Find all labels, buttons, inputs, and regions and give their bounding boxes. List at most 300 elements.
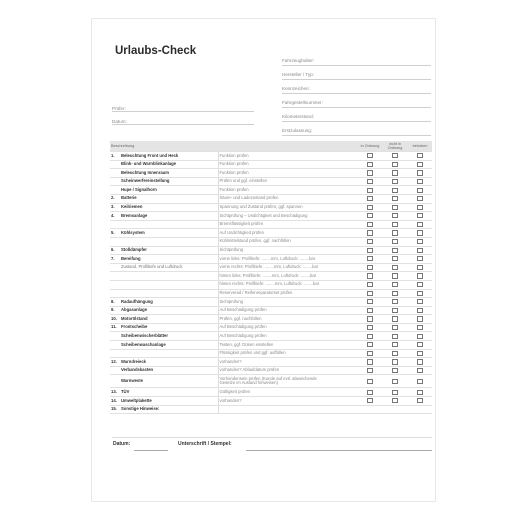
checkbox-ok[interactable] xyxy=(367,325,372,330)
checkbox-ok[interactable] xyxy=(367,299,372,304)
table-row xyxy=(110,246,432,255)
checkbox-done[interactable] xyxy=(417,239,422,244)
checkbox-done[interactable] xyxy=(417,282,422,287)
cell-done xyxy=(408,203,432,212)
cell-not-ok xyxy=(382,375,408,388)
row-item: Sonstige Hinweise: xyxy=(120,405,218,414)
checkbox-not-ok[interactable] xyxy=(392,390,397,395)
row-number: 15. xyxy=(110,405,120,414)
cell-ok xyxy=(358,405,382,414)
cell-done xyxy=(408,272,432,281)
checkbox-ok[interactable] xyxy=(367,230,372,235)
table-row xyxy=(110,152,432,161)
cell-done xyxy=(408,237,432,246)
checkbox-done[interactable] xyxy=(417,179,422,184)
cell-done xyxy=(408,397,432,406)
row-item xyxy=(120,349,218,358)
row-number xyxy=(110,375,120,388)
checkbox-done[interactable] xyxy=(417,398,422,403)
row-description: Prüfen, ggf. nachfüllen xyxy=(218,315,358,324)
cell-ok xyxy=(358,280,382,289)
checkbox-not-ok[interactable] xyxy=(392,222,397,227)
checkbox-ok[interactable] xyxy=(367,316,372,321)
checkbox-done[interactable] xyxy=(417,308,422,313)
row-item xyxy=(120,272,218,281)
checkbox-not-ok[interactable] xyxy=(392,265,397,270)
row-item: Motorölstand xyxy=(120,315,218,324)
cell-not-ok xyxy=(382,160,408,169)
checkbox-done[interactable] xyxy=(417,205,422,210)
checkbox-not-ok[interactable] xyxy=(392,179,397,184)
cell-ok xyxy=(358,152,382,161)
cell-done xyxy=(408,298,432,307)
row-number xyxy=(110,341,120,350)
table-row xyxy=(110,298,432,307)
cell-done xyxy=(408,246,432,255)
cell-not-ok xyxy=(382,306,408,315)
checkbox-done[interactable] xyxy=(417,248,422,253)
checkbox-not-ok[interactable] xyxy=(392,256,397,261)
row-item: Scheinwerfereinstellung xyxy=(120,177,218,186)
checkbox-not-ok[interactable] xyxy=(392,273,397,278)
cell-done xyxy=(408,169,432,178)
row-item: Radaufhängung xyxy=(120,298,218,307)
cell-ok xyxy=(358,349,382,358)
row-number xyxy=(110,169,120,178)
checkbox-not-ok[interactable] xyxy=(392,282,397,287)
cell-not-ok xyxy=(382,289,408,298)
row-description: Auf Undichtigkeit prüfen xyxy=(218,229,358,238)
checkbox-ok[interactable] xyxy=(367,222,372,227)
row-item: Stoßdämpfer xyxy=(120,246,218,255)
checkbox-done[interactable] xyxy=(417,230,422,235)
cell-ok xyxy=(358,194,382,203)
cell-ok xyxy=(358,388,382,397)
table-row xyxy=(110,375,432,388)
checkbox-done[interactable] xyxy=(417,153,422,158)
cell-not-ok xyxy=(382,272,408,281)
row-description: Auf Beschädigung prüfen xyxy=(218,332,358,341)
row-item xyxy=(120,280,218,289)
table-row xyxy=(110,237,432,246)
row-number: 2. xyxy=(110,194,120,203)
checkbox-ok[interactable] xyxy=(367,398,372,403)
checkbox-ok[interactable] xyxy=(367,196,372,201)
row-number: 10. xyxy=(110,315,120,324)
row-description: Testen, ggf. Düsen einstellen xyxy=(218,341,358,350)
table-row xyxy=(110,186,432,195)
field-4[interactable]: Fahrgestellnummer: xyxy=(282,95,431,108)
cell-not-ok xyxy=(382,237,408,246)
cell-not-ok xyxy=(382,169,408,178)
checklist-table xyxy=(110,141,432,414)
checkbox-done[interactable] xyxy=(417,342,422,347)
checkbox-ok[interactable] xyxy=(367,368,372,373)
checkbox-not-ok[interactable] xyxy=(392,248,397,253)
field-1[interactable]: Fahrzeughalter: xyxy=(282,53,431,66)
row-item: Frontscheibe xyxy=(120,323,218,332)
cell-not-ok xyxy=(382,405,408,414)
cell-done xyxy=(408,152,432,161)
checkbox-done[interactable] xyxy=(417,359,422,364)
checkbox-ok[interactable] xyxy=(367,205,372,210)
checkbox-done[interactable] xyxy=(417,222,422,227)
row-item: Scheibenwaschanlage xyxy=(120,341,218,350)
checkbox-ok[interactable] xyxy=(367,282,372,287)
checkbox-not-ok[interactable] xyxy=(392,291,397,296)
checkbox-done[interactable] xyxy=(417,273,422,278)
inspector-field[interactable]: Prüfer: xyxy=(112,106,254,112)
checkbox-not-ok[interactable] xyxy=(392,170,397,175)
footer-signature-label: Unterschrift / Stempel: xyxy=(178,441,232,447)
table-row xyxy=(110,388,432,397)
cell-not-ok xyxy=(382,397,408,406)
cell-ok xyxy=(358,323,382,332)
row-number: 6. xyxy=(110,246,120,255)
checkbox-not-ok[interactable] xyxy=(392,230,397,235)
checkbox-ok[interactable] xyxy=(367,256,372,261)
row-description: Funktion prüfen xyxy=(218,169,358,178)
table-row xyxy=(110,280,432,289)
row-description xyxy=(218,405,358,414)
cell-done xyxy=(408,366,432,375)
cell-not-ok xyxy=(382,246,408,255)
row-description-line: Vorhandensein prüfen (Kunde auf evtl. abweichende xyxy=(219,375,317,381)
row-number: 9. xyxy=(110,306,120,315)
table-row xyxy=(110,220,432,229)
table-row xyxy=(110,169,432,178)
header-ok: in Ordnung xyxy=(358,141,382,152)
checkbox-not-ok[interactable] xyxy=(392,213,397,218)
cell-not-ok xyxy=(382,298,408,307)
checkbox-done[interactable] xyxy=(417,368,422,373)
table-row xyxy=(110,203,432,212)
table-row xyxy=(110,349,432,358)
field-6[interactable]: Erstzulassung: xyxy=(282,123,431,136)
row-item: Keilriemen xyxy=(120,203,218,212)
table-header-row xyxy=(110,141,432,152)
checkbox-not-ok[interactable] xyxy=(392,351,397,356)
checkbox-not-ok[interactable] xyxy=(392,299,397,304)
row-description: hinten rechts: Profiltiefe: ........mm, Luftdruck: ........bar xyxy=(218,280,358,289)
table-row xyxy=(110,194,432,203)
checkbox-not-ok[interactable] xyxy=(392,153,397,158)
header-done: behoben xyxy=(408,141,432,152)
row-item: Beleuchtung Front und Heck xyxy=(120,152,218,161)
cell-ok xyxy=(358,272,382,281)
table-row xyxy=(110,366,432,375)
cell-ok xyxy=(358,237,382,246)
row-description-line: Gesetze im Ausland hinweisen) xyxy=(219,380,278,386)
row-number xyxy=(110,289,120,298)
checkbox-not-ok[interactable] xyxy=(392,368,397,373)
cell-done xyxy=(408,229,432,238)
cell-not-ok xyxy=(382,263,408,272)
row-description xyxy=(218,375,358,388)
row-description: vorne links: Profiltiefe: ........mm, Luftdruck: ........bar xyxy=(218,255,358,264)
row-item: Bereifung xyxy=(120,255,218,264)
table-row xyxy=(110,177,432,186)
checkbox-ok[interactable] xyxy=(367,213,372,218)
checkbox-ok[interactable] xyxy=(367,265,372,270)
notes-line[interactable] xyxy=(112,437,432,438)
table-row xyxy=(110,272,432,281)
cell-done xyxy=(408,323,432,332)
table-row xyxy=(110,306,432,315)
checkbox-ok[interactable] xyxy=(367,248,372,253)
cell-done xyxy=(408,255,432,264)
cell-not-ok xyxy=(382,315,408,324)
row-number xyxy=(110,177,120,186)
checkbox-done[interactable] xyxy=(417,162,422,167)
field-3[interactable]: Kennzeichen: xyxy=(282,81,431,94)
cell-done xyxy=(408,375,432,388)
checkbox-done[interactable] xyxy=(417,265,422,270)
row-number: 4. xyxy=(110,212,120,221)
footer-date-line[interactable] xyxy=(134,450,168,451)
checkbox-ok[interactable] xyxy=(367,359,372,364)
row-item: TÜV xyxy=(120,388,218,397)
row-number: 14. xyxy=(110,397,120,406)
checkbox-done[interactable] xyxy=(417,291,422,296)
cell-not-ok xyxy=(382,280,408,289)
checkbox-not-ok[interactable] xyxy=(392,359,397,364)
field-2[interactable]: Hersteller / Typ: xyxy=(282,67,431,80)
cell-ok xyxy=(358,186,382,195)
cell-done xyxy=(408,341,432,350)
checkbox-ok[interactable] xyxy=(367,342,372,347)
checkbox-ok[interactable] xyxy=(367,291,372,296)
checkbox-done[interactable] xyxy=(417,196,422,201)
row-item: Bremsanlage xyxy=(120,212,218,221)
row-description: vorhanden? xyxy=(218,358,358,367)
row-item: Blink- und Warnblinkanlage xyxy=(120,160,218,169)
cell-done xyxy=(408,388,432,397)
checkbox-ok[interactable] xyxy=(367,334,372,339)
checkbox-not-ok[interactable] xyxy=(392,398,397,403)
checkbox-ok[interactable] xyxy=(367,379,372,384)
checkbox-not-ok[interactable] xyxy=(392,162,397,167)
row-number xyxy=(110,160,120,169)
cell-ok xyxy=(358,358,382,367)
checkbox-done[interactable] xyxy=(417,379,422,384)
cell-not-ok xyxy=(382,177,408,186)
row-description: Säure- und Ladezustand prüfen xyxy=(218,194,358,203)
checkbox-not-ok[interactable] xyxy=(392,196,397,201)
cell-done xyxy=(408,194,432,203)
row-description: Sichtprüfung – Undichtigkeit und Beschädigung xyxy=(218,212,358,221)
row-number: 5. xyxy=(110,229,120,238)
row-description: Kühlmittelstand prüfen, ggf. nachfüllen xyxy=(218,237,358,246)
table-row xyxy=(110,323,432,332)
cell-not-ok xyxy=(382,229,408,238)
cell-done xyxy=(408,212,432,221)
row-number xyxy=(110,280,120,289)
checkbox-not-ok[interactable] xyxy=(392,325,397,330)
date-field[interactable]: Datum: xyxy=(112,119,254,125)
table-row xyxy=(110,332,432,341)
cell-ok xyxy=(358,332,382,341)
row-description: Reserverad / Reifenreparaturset prüfen xyxy=(218,289,358,298)
checkbox-done[interactable] xyxy=(417,334,422,339)
checkbox-done[interactable] xyxy=(417,256,422,261)
checkbox-not-ok[interactable] xyxy=(392,239,397,244)
cell-not-ok xyxy=(382,194,408,203)
footer-date-label: Datum: xyxy=(113,441,131,447)
cell-ok xyxy=(358,263,382,272)
row-number: 7. xyxy=(110,255,120,264)
row-description: vorhanden? xyxy=(218,397,358,406)
cell-not-ok xyxy=(382,220,408,229)
checkbox-done[interactable] xyxy=(417,170,422,175)
cell-not-ok xyxy=(382,349,408,358)
row-number: 12. xyxy=(110,358,120,367)
row-number xyxy=(110,220,120,229)
row-number: 11. xyxy=(110,323,120,332)
row-item: Zustand, Profiltiefe und Luftdruck xyxy=(120,263,218,272)
checkbox-ok[interactable] xyxy=(367,390,372,395)
table-row xyxy=(110,358,432,367)
row-number xyxy=(110,332,120,341)
checkbox-done[interactable] xyxy=(417,213,422,218)
checkbox-ok[interactable] xyxy=(367,273,372,278)
row-number: 8. xyxy=(110,298,120,307)
cell-ok xyxy=(358,220,382,229)
row-item: Verbandskasten xyxy=(120,366,218,375)
checkbox-not-ok[interactable] xyxy=(392,308,397,313)
row-description: Auf Beschädigung prüfen xyxy=(218,323,358,332)
row-description: hinten links: Profiltiefe: ........mm, Luftdruck: ........bar xyxy=(218,272,358,281)
checkbox-done[interactable] xyxy=(417,351,422,356)
row-description: Funktion prüfen xyxy=(218,152,358,161)
checkbox-done[interactable] xyxy=(417,325,422,330)
cell-not-ok xyxy=(382,332,408,341)
checkbox-ok[interactable] xyxy=(367,351,372,356)
table-row xyxy=(110,315,432,324)
row-number xyxy=(110,263,120,272)
cell-not-ok xyxy=(382,152,408,161)
checkbox-done[interactable] xyxy=(417,390,422,395)
checkbox-ok[interactable] xyxy=(367,162,372,167)
row-item xyxy=(120,220,218,229)
row-item: Warndreieck xyxy=(120,358,218,367)
table-row xyxy=(110,229,432,238)
checkbox-done[interactable] xyxy=(417,299,422,304)
row-description: Flüssigkeit prüfen und ggf. auffüllen xyxy=(218,349,358,358)
table-row xyxy=(110,341,432,350)
table-row xyxy=(110,263,432,272)
footer-signature-line[interactable] xyxy=(246,450,432,451)
cell-ok xyxy=(358,289,382,298)
cell-ok xyxy=(358,298,382,307)
cell-ok xyxy=(358,315,382,324)
row-description: Bremsflüssigkeit prüfen xyxy=(218,220,358,229)
cell-done xyxy=(408,186,432,195)
row-item: Batterie xyxy=(120,194,218,203)
cell-done xyxy=(408,177,432,186)
cell-ok xyxy=(358,177,382,186)
cell-done xyxy=(408,289,432,298)
checkbox-ok[interactable] xyxy=(367,153,372,158)
checkbox-not-ok[interactable] xyxy=(392,379,397,384)
cell-done xyxy=(408,332,432,341)
row-item: Warnweste xyxy=(120,375,218,388)
cell-ok xyxy=(358,341,382,350)
row-item xyxy=(120,289,218,298)
row-number xyxy=(110,186,120,195)
cell-done xyxy=(408,349,432,358)
row-item: Umweltplakette xyxy=(120,397,218,406)
header-not-ok: nicht in Ordnung xyxy=(382,141,408,152)
checkbox-not-ok[interactable] xyxy=(392,205,397,210)
checkbox-done[interactable] xyxy=(417,316,422,321)
header-description: Beschreibung xyxy=(110,141,358,152)
cell-done xyxy=(408,263,432,272)
checkbox-ok[interactable] xyxy=(367,239,372,244)
row-item: Scheibenwischerblätter xyxy=(120,332,218,341)
checkbox-ok[interactable] xyxy=(367,179,372,184)
table-row xyxy=(110,255,432,264)
cell-ok xyxy=(358,160,382,169)
cell-done xyxy=(408,315,432,324)
checkbox-not-ok[interactable] xyxy=(392,334,397,339)
cell-not-ok xyxy=(382,212,408,221)
row-description: Prüfen und ggf. einstellen xyxy=(218,177,358,186)
checkbox-ok[interactable] xyxy=(367,308,372,313)
row-number xyxy=(110,272,120,281)
checkbox-ok[interactable] xyxy=(367,188,372,193)
row-item: Beleuchtung Innenraum xyxy=(120,169,218,178)
table-row xyxy=(110,289,432,298)
field-5[interactable]: Kilometerstand: xyxy=(282,109,431,122)
cell-ok xyxy=(358,169,382,178)
table-row xyxy=(110,160,432,169)
row-item: Abgasanlage xyxy=(120,306,218,315)
table-row xyxy=(110,397,432,406)
row-number xyxy=(110,349,120,358)
table-row xyxy=(110,405,432,414)
cell-done xyxy=(408,220,432,229)
cell-not-ok xyxy=(382,358,408,367)
cell-not-ok xyxy=(382,323,408,332)
row-number xyxy=(110,366,120,375)
checkbox-not-ok[interactable] xyxy=(392,316,397,321)
table-row xyxy=(110,212,432,221)
cell-ok xyxy=(358,366,382,375)
cell-ok xyxy=(358,203,382,212)
cell-not-ok xyxy=(382,341,408,350)
cell-not-ok xyxy=(382,203,408,212)
cell-not-ok xyxy=(382,366,408,375)
checkbox-not-ok[interactable] xyxy=(392,342,397,347)
row-item: Hupe / Signalhorn xyxy=(120,186,218,195)
cell-ok xyxy=(358,246,382,255)
cell-ok xyxy=(358,255,382,264)
row-description: Auf Beschädigung prüfen xyxy=(218,306,358,315)
checkbox-not-ok[interactable] xyxy=(392,188,397,193)
row-description: Funktion prüfen xyxy=(218,186,358,195)
cell-done xyxy=(408,405,432,414)
checkbox-done[interactable] xyxy=(417,188,422,193)
row-description: Gültigkeit prüfen xyxy=(218,388,358,397)
cell-ok xyxy=(358,375,382,388)
row-description: vorhanden? Ablaufdatum prüfen xyxy=(218,366,358,375)
cell-ok xyxy=(358,306,382,315)
cell-not-ok xyxy=(382,255,408,264)
row-item: Kühlsystem xyxy=(120,229,218,238)
checkbox-ok[interactable] xyxy=(367,170,372,175)
cell-done xyxy=(408,280,432,289)
